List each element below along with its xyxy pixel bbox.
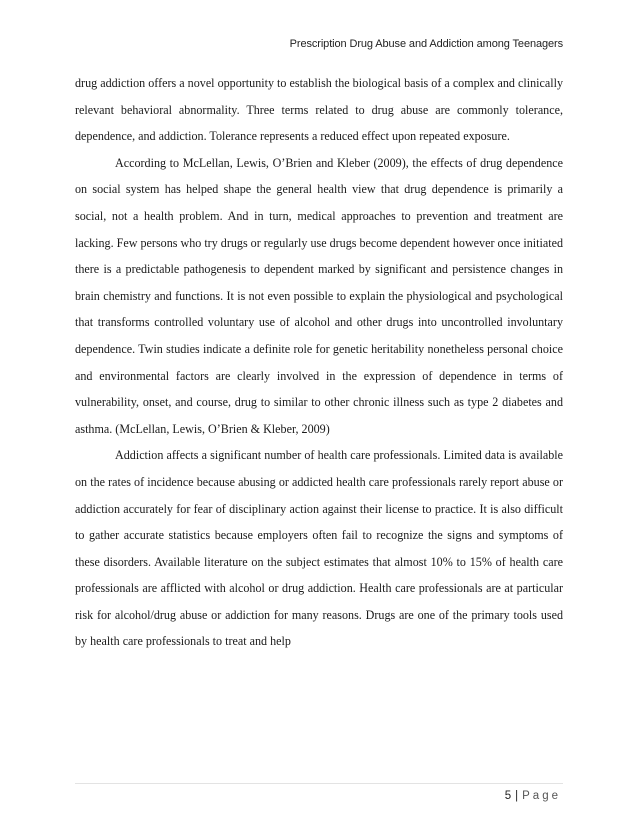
page-separator: | xyxy=(515,790,519,802)
page-footer xyxy=(505,790,561,802)
page-number: 5 xyxy=(504,790,512,802)
body-paragraph: Addiction affects a significant number of health care professionals. Limited data is available on the rates of incidence because abusing or addicted health care professionals rarely report abuse or addiction accurately for fear of disciplinary action against their license to practice. It is also difficult to gather accurate statistics because employers often fail to recognize the signs and symptoms of these disorders. Available literature on the subject estimates that almost 10% to 15% of health care professionals are afflicted with alcohol or drug addiction. Health care professionals are at particular risk for alcohol/drug abuse or addiction for many reasons. Drugs are one of the primary tools used by health care professionals to treat and help xyxy=(75,448,563,649)
body-paragraph: According to McLellan, Lewis, O’Brien and Kleber (2009), the effects of drug dependence on social system has helped shape the general health view that drug dependence is primarily a social, not a health problem. And in turn, medical approaches to prevention and treatment are lacking. Few persons who try drugs or regularly use drugs become dependent however once initiated there is a predictable pathogenesis to dependent marked by significant and persistence changes in brain chemistry and functions. It is not even possible to explain the physiological and psychological that transforms controlled voluntary use of alcohol and other drugs into uncontrolled involuntary dependence. Twin studies indicate a definite role for genetic heritability nonetheless personal choice and environmental factors are clearly involved in the expression of dependence in terms of vulnerability, onset, and course, drug to similar to other chronic illness such as type 2 diabetes and asthma. (McLellan, Lewis, O’Brien & Kleber, 2009) xyxy=(75,155,563,436)
footer-divider xyxy=(75,783,563,784)
running-header xyxy=(290,38,563,50)
page-label: Page xyxy=(522,790,561,802)
document-body xyxy=(75,70,563,655)
running-header-title: Prescription Drug Abuse and Addiction among Teenagers xyxy=(289,38,563,50)
body-paragraph-continued: drug addiction offers a novel opportunity to establish the biological basis of a complex and clinically relevant behavioral abnormality. Three terms related to drug abuse are commonly tolerance, dependence, and addiction. Tolerance represents a reduced effect upon repeated exposure. xyxy=(75,76,563,144)
